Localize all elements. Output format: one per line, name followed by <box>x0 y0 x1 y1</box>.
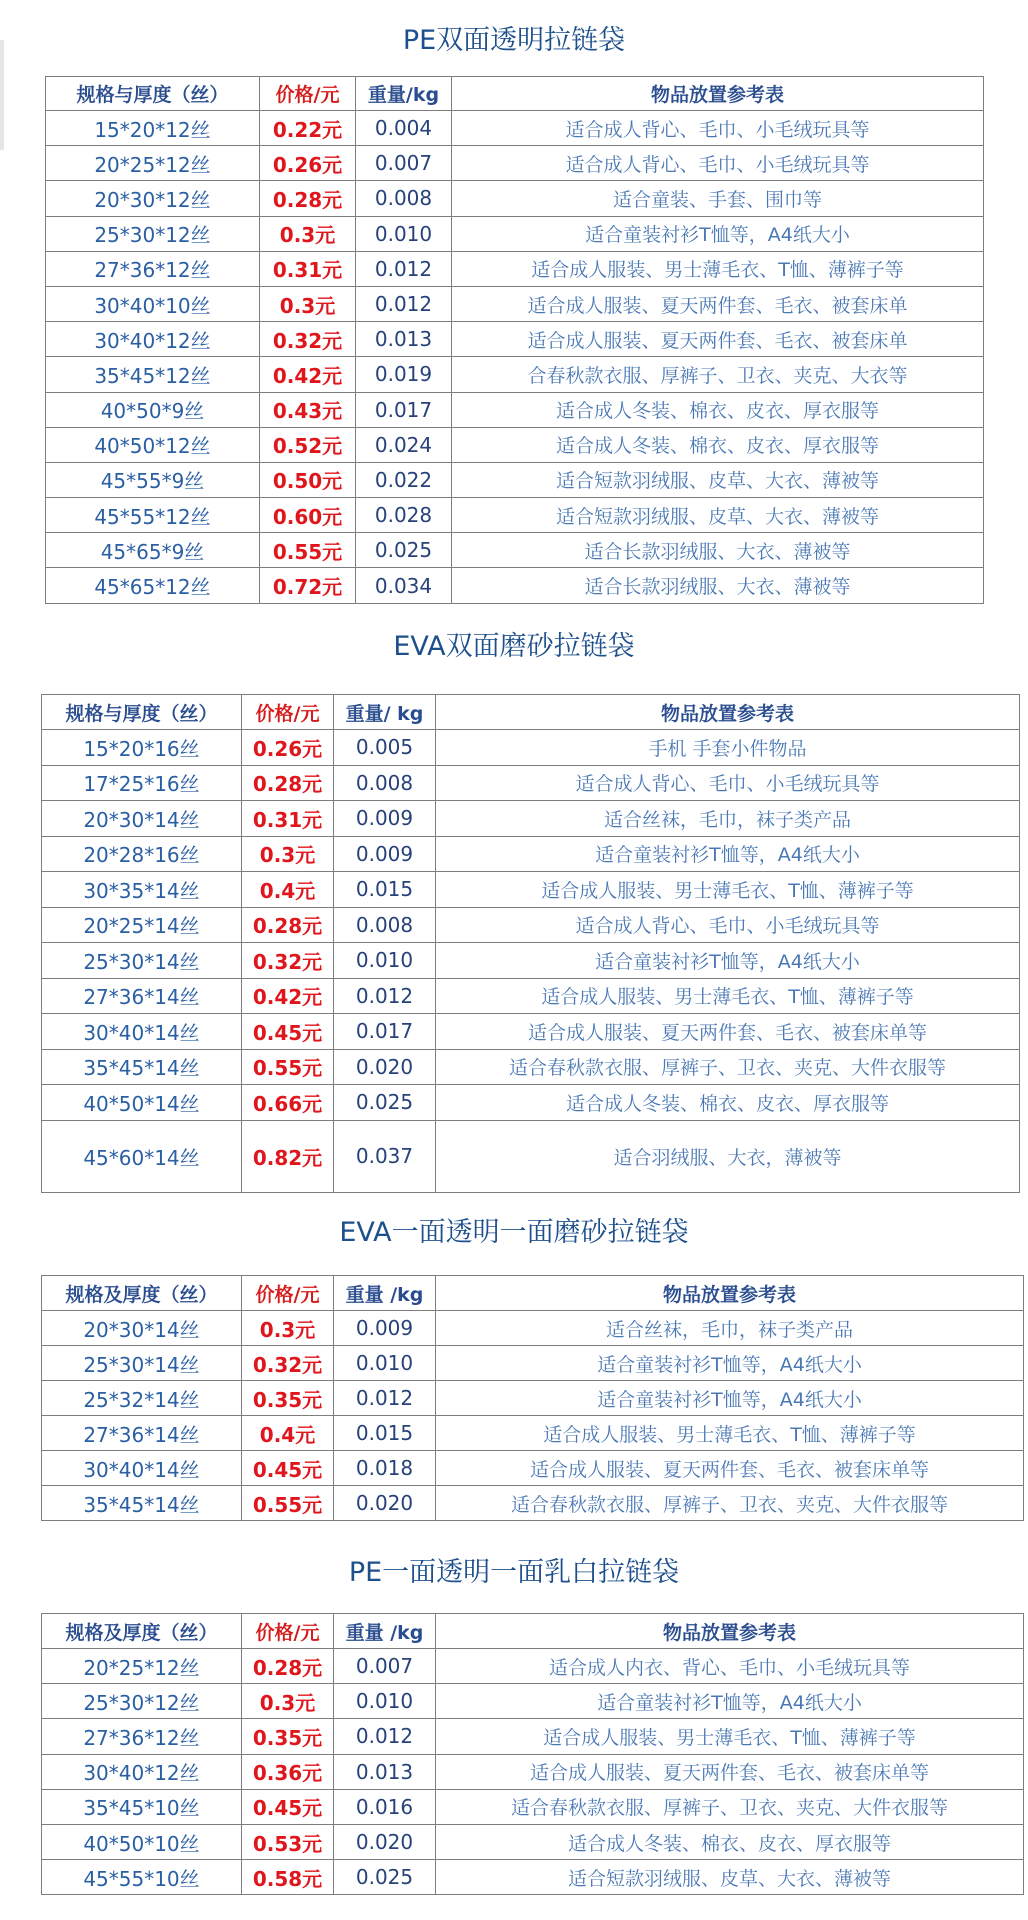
weight-cell: 0.015 <box>334 1416 436 1451</box>
spec-cell: 25*30*14丝 <box>42 943 242 979</box>
spec-cell: 30*40*14丝 <box>42 1451 242 1486</box>
price-cell: 0.28元 <box>260 181 356 216</box>
price-cell: 0.42元 <box>242 978 334 1014</box>
usage-cell: 适合春秋款衣服、厚裤子、卫衣、夹克、大件衣服等 <box>436 1789 1024 1824</box>
usage-cell: 适合成人背心、毛巾、小毛绒玩具等 <box>452 111 984 146</box>
weight-cell: 0.008 <box>334 765 436 801</box>
header-spec: 规格及厚度（丝） <box>42 1614 242 1649</box>
table-row <box>42 872 1020 908</box>
spec-cell: 40*50*9丝 <box>46 392 260 427</box>
price-cell: 0.3元 <box>242 836 334 872</box>
spec-cell: 25*32*14丝 <box>42 1381 242 1416</box>
weight-cell: 0.017 <box>356 392 452 427</box>
price-cell: 0.43元 <box>260 392 356 427</box>
usage-cell: 适合童装衬衫T恤等，A4纸大小 <box>436 1684 1024 1719</box>
spec-cell: 27*36*14丝 <box>42 1416 242 1451</box>
weight-cell: 0.025 <box>356 533 452 568</box>
spec-cell: 40*50*14丝 <box>42 1085 242 1121</box>
price-cell: 0.3元 <box>242 1311 334 1346</box>
table-row <box>42 1451 1024 1486</box>
spec-cell: 30*35*14丝 <box>42 872 242 908</box>
spec-cell: 20*30*14丝 <box>42 801 242 837</box>
usage-cell: 适合春秋款衣服、厚裤子、卫衣、夹克、大件衣服等 <box>436 1486 1024 1521</box>
price-cell: 0.26元 <box>242 730 334 766</box>
weight-cell: 0.009 <box>334 836 436 872</box>
weight-cell: 0.004 <box>356 111 452 146</box>
usage-cell: 适合成人服装、夏天两件套、毛衣、被套床单等 <box>436 1754 1024 1789</box>
table-row <box>46 392 984 427</box>
price-cell: 0.45元 <box>242 1789 334 1824</box>
weight-cell: 0.018 <box>334 1451 436 1486</box>
spec-cell: 45*55*9丝 <box>46 462 260 497</box>
weight-cell: 0.013 <box>356 322 452 357</box>
spec-cell: 35*45*10丝 <box>42 1789 242 1824</box>
price-cell: 0.32元 <box>260 322 356 357</box>
spec-cell: 45*60*14丝 <box>42 1120 242 1192</box>
spec-cell: 20*28*16丝 <box>42 836 242 872</box>
spec-cell: 15*20*12丝 <box>46 111 260 146</box>
weight-cell: 0.025 <box>334 1860 436 1895</box>
spec-cell: 20*25*12丝 <box>46 146 260 181</box>
table-row <box>42 836 1020 872</box>
spec-cell: 15*20*16丝 <box>42 730 242 766</box>
usage-cell: 适合成人服装、男士薄毛衣、T恤、薄裤子等 <box>436 872 1020 908</box>
price-table <box>45 76 984 604</box>
header-weight: 重量/kg <box>356 77 452 111</box>
table-header-row <box>42 1276 1024 1311</box>
table-row <box>42 1311 1024 1346</box>
table-row <box>46 498 984 533</box>
weight-cell: 0.012 <box>334 1719 436 1754</box>
weight-cell: 0.025 <box>334 1085 436 1121</box>
spec-cell: 20*30*12丝 <box>46 181 260 216</box>
spec-cell: 20*25*14丝 <box>42 907 242 943</box>
header-spec: 规格与厚度（丝） <box>42 695 242 730</box>
weight-cell: 0.009 <box>334 801 436 837</box>
weight-cell: 0.012 <box>356 286 452 321</box>
table-header-row <box>42 1614 1024 1649</box>
usage-cell: 适合成人服装、男士薄毛衣、T恤、薄裤子等 <box>436 1719 1024 1754</box>
table-row <box>42 1719 1024 1754</box>
section-title: PE一面透明一面乳白拉链袋 <box>348 1557 680 1588</box>
header-usage: 物品放置参考表 <box>452 77 984 111</box>
price-cell: 0.58元 <box>242 1860 334 1895</box>
usage-cell: 适合童装衬衫T恤等，A4纸大小 <box>452 216 984 251</box>
usage-cell: 适合成人背心、毛巾、小毛绒玩具等 <box>452 146 984 181</box>
price-cell: 0.32元 <box>242 943 334 979</box>
usage-cell: 适合丝袜，毛巾，袜子类产品 <box>436 1311 1024 1346</box>
price-cell: 0.31元 <box>260 251 356 286</box>
table-row <box>42 1649 1024 1684</box>
weight-cell: 0.010 <box>334 1684 436 1719</box>
table-row <box>46 533 984 568</box>
weight-cell: 0.010 <box>334 1346 436 1381</box>
usage-cell: 适合成人服装、男士薄毛衣、T恤、薄裤子等 <box>436 978 1020 1014</box>
usage-cell: 适合羽绒服、大衣，薄被等 <box>436 1120 1020 1192</box>
price-cell: 0.66元 <box>242 1085 334 1121</box>
price-cell: 0.28元 <box>242 765 334 801</box>
usage-cell: 适合成人服装、夏天两件套、毛衣、被套床单 <box>452 322 984 357</box>
weight-cell: 0.017 <box>334 1014 436 1050</box>
weight-cell: 0.010 <box>356 216 452 251</box>
weight-cell: 0.007 <box>334 1649 436 1684</box>
table-row <box>46 216 984 251</box>
price-cell: 0.52元 <box>260 427 356 462</box>
table-row <box>42 1014 1020 1050</box>
spec-cell: 40*50*12丝 <box>46 427 260 462</box>
price-cell: 0.82元 <box>242 1120 334 1192</box>
header-weight: 重量/ kg <box>334 695 436 730</box>
weight-cell: 0.028 <box>356 498 452 533</box>
table-row <box>42 1754 1024 1789</box>
table-row <box>42 1824 1024 1859</box>
usage-cell: 适合成人背心、毛巾、小毛绒玩具等 <box>436 907 1020 943</box>
weight-cell: 0.022 <box>356 462 452 497</box>
header-price: 价格/元 <box>242 1614 334 1649</box>
usage-cell: 适合成人冬装、棉衣、皮衣、厚衣服等 <box>452 392 984 427</box>
table-row <box>42 978 1020 1014</box>
table-row <box>42 1416 1024 1451</box>
weight-cell: 0.024 <box>356 427 452 462</box>
weight-cell: 0.007 <box>356 146 452 181</box>
price-cell: 0.55元 <box>260 533 356 568</box>
usage-cell: 适合成人服装、夏天两件套、毛衣、被套床单等 <box>436 1451 1024 1486</box>
price-table <box>41 694 1020 1193</box>
spec-cell: 20*25*12丝 <box>42 1649 242 1684</box>
weight-cell: 0.020 <box>334 1824 436 1859</box>
table-row <box>42 1486 1024 1521</box>
price-cell: 0.55元 <box>242 1486 334 1521</box>
header-spec: 规格及厚度（丝） <box>42 1276 242 1311</box>
table-row <box>46 251 984 286</box>
price-cell: 0.31元 <box>242 801 334 837</box>
price-cell: 0.55元 <box>242 1049 334 1085</box>
spec-cell: 45*65*9丝 <box>46 533 260 568</box>
usage-cell: 适合短款羽绒服、皮草、大衣、薄被等 <box>452 498 984 533</box>
weight-cell: 0.020 <box>334 1049 436 1085</box>
spec-cell: 25*30*12丝 <box>46 216 260 251</box>
weight-cell: 0.012 <box>356 251 452 286</box>
spec-cell: 17*25*16丝 <box>42 765 242 801</box>
section-title: EVA一面透明一面磨砂拉链袋 <box>339 1217 689 1248</box>
usage-cell: 适合成人服装、男士薄毛衣、T恤、薄裤子等 <box>452 251 984 286</box>
spec-cell: 45*55*10丝 <box>42 1860 242 1895</box>
table-row <box>46 357 984 392</box>
spec-cell: 40*50*10丝 <box>42 1824 242 1859</box>
price-cell: 0.26元 <box>260 146 356 181</box>
price-cell: 0.50元 <box>260 462 356 497</box>
spec-cell: 25*30*14丝 <box>42 1346 242 1381</box>
usage-cell: 适合丝袜，毛巾，袜子类产品 <box>436 801 1020 837</box>
table-row <box>42 1085 1020 1121</box>
spec-cell: 30*40*10丝 <box>46 286 260 321</box>
table-row <box>46 462 984 497</box>
price-table <box>41 1275 1024 1521</box>
spec-cell: 30*40*14丝 <box>42 1014 242 1050</box>
header-price: 价格/元 <box>242 695 334 730</box>
usage-cell: 合春秋款衣服、厚裤子、卫衣、夹克、大衣等 <box>452 357 984 392</box>
weight-cell: 0.008 <box>334 907 436 943</box>
header-usage: 物品放置参考表 <box>436 1276 1024 1311</box>
usage-cell: 适合短款羽绒服、皮草、大衣、薄被等 <box>452 462 984 497</box>
weight-cell: 0.005 <box>334 730 436 766</box>
price-cell: 0.36元 <box>242 1754 334 1789</box>
usage-cell: 适合成人冬装、棉衣、皮衣、厚衣服等 <box>436 1824 1024 1859</box>
usage-cell: 适合成人服装、男士薄毛衣、T恤、薄裤子等 <box>436 1416 1024 1451</box>
table-row <box>42 765 1020 801</box>
price-cell: 0.45元 <box>242 1014 334 1050</box>
usage-cell: 适合成人冬装、棉衣、皮衣、厚衣服等 <box>436 1085 1020 1121</box>
price-cell: 0.3元 <box>260 216 356 251</box>
table-row <box>42 730 1020 766</box>
table-header-row <box>46 77 984 111</box>
table-row <box>42 1120 1020 1192</box>
spec-cell: 30*40*12丝 <box>46 322 260 357</box>
table-row <box>42 907 1020 943</box>
section-title: EVA双面磨砂拉链袋 <box>393 631 635 662</box>
usage-cell: 适合春秋款衣服、厚裤子、卫衣、夹克、大件衣服等 <box>436 1049 1020 1085</box>
header-price: 价格/元 <box>260 77 356 111</box>
price-cell: 0.3元 <box>242 1684 334 1719</box>
weight-cell: 0.012 <box>334 1381 436 1416</box>
spec-cell: 45*65*12丝 <box>46 568 260 603</box>
spec-cell: 30*40*12丝 <box>42 1754 242 1789</box>
price-cell: 0.28元 <box>242 1649 334 1684</box>
price-cell: 0.35元 <box>242 1719 334 1754</box>
table-row <box>42 1684 1024 1719</box>
usage-cell: 适合长款羽绒服、大衣、薄被等 <box>452 533 984 568</box>
usage-cell: 适合童装衬衫T恤等，A4纸大小 <box>436 836 1020 872</box>
price-table <box>41 1613 1024 1895</box>
header-usage: 物品放置参考表 <box>436 695 1020 730</box>
header-weight: 重量 /kg <box>334 1276 436 1311</box>
usage-cell: 适合短款羽绒服、皮草、大衣、薄被等 <box>436 1860 1024 1895</box>
price-cell: 0.3元 <box>260 286 356 321</box>
spec-cell: 27*36*14丝 <box>42 978 242 1014</box>
price-cell: 0.53元 <box>242 1824 334 1859</box>
spec-cell: 20*30*14丝 <box>42 1311 242 1346</box>
price-cell: 0.72元 <box>260 568 356 603</box>
weight-cell: 0.009 <box>334 1311 436 1346</box>
table-row <box>42 801 1020 837</box>
usage-cell: 适合童装衬衫T恤等，A4纸大小 <box>436 943 1020 979</box>
table-row <box>46 322 984 357</box>
spec-cell: 27*36*12丝 <box>46 251 260 286</box>
weight-cell: 0.013 <box>334 1754 436 1789</box>
weight-cell: 0.020 <box>334 1486 436 1521</box>
table-row <box>46 146 984 181</box>
spec-cell: 35*45*14丝 <box>42 1049 242 1085</box>
spec-cell: 45*55*12丝 <box>46 498 260 533</box>
weight-cell: 0.012 <box>334 978 436 1014</box>
usage-cell: 适合童装、手套、围巾等 <box>452 181 984 216</box>
weight-cell: 0.010 <box>334 943 436 979</box>
usage-cell: 适合长款羽绒服、大衣、薄被等 <box>452 568 984 603</box>
table-row <box>42 1346 1024 1381</box>
price-cell: 0.60元 <box>260 498 356 533</box>
weight-cell: 0.037 <box>334 1120 436 1192</box>
section-title: PE双面透明拉链袋 <box>402 25 626 56</box>
usage-cell: 适合成人冬装、棉衣、皮衣、厚衣服等 <box>452 427 984 462</box>
header-price: 价格/元 <box>242 1276 334 1311</box>
header-spec: 规格与厚度（丝） <box>46 77 260 111</box>
table-row <box>46 568 984 603</box>
usage-cell: 适合成人服装、夏天两件套、毛衣、被套床单 <box>452 286 984 321</box>
price-cell: 0.4元 <box>242 1416 334 1451</box>
table-row <box>46 111 984 146</box>
usage-cell: 适合成人服装、夏天两件套、毛衣、被套床单等 <box>436 1014 1020 1050</box>
usage-cell: 适合童装衬衫T恤等，A4纸大小 <box>436 1346 1024 1381</box>
spec-cell: 27*36*12丝 <box>42 1719 242 1754</box>
table-row <box>46 427 984 462</box>
weight-cell: 0.015 <box>334 872 436 908</box>
table-row <box>42 1789 1024 1824</box>
usage-cell: 适合童装衬衫T恤等，A4纸大小 <box>436 1381 1024 1416</box>
table-row <box>46 286 984 321</box>
spec-cell: 35*45*12丝 <box>46 357 260 392</box>
price-cell: 0.42元 <box>260 357 356 392</box>
price-cell: 0.22元 <box>260 111 356 146</box>
header-usage: 物品放置参考表 <box>436 1614 1024 1649</box>
price-cell: 0.35元 <box>242 1381 334 1416</box>
table-row <box>42 1860 1024 1895</box>
weight-cell: 0.008 <box>356 181 452 216</box>
weight-cell: 0.034 <box>356 568 452 603</box>
usage-cell: 适合成人内衣、背心、毛巾、小毛绒玩具等 <box>436 1649 1024 1684</box>
weight-cell: 0.019 <box>356 357 452 392</box>
usage-cell: 手机 手套小件物品 <box>436 730 1020 766</box>
table-row <box>42 1381 1024 1416</box>
price-cell: 0.45元 <box>242 1451 334 1486</box>
usage-cell: 适合成人背心、毛巾、小毛绒玩具等 <box>436 765 1020 801</box>
price-cell: 0.4元 <box>242 872 334 908</box>
header-weight: 重量 /kg <box>334 1614 436 1649</box>
weight-cell: 0.016 <box>334 1789 436 1824</box>
table-row <box>42 943 1020 979</box>
table-header-row <box>42 695 1020 730</box>
spec-cell: 35*45*14丝 <box>42 1486 242 1521</box>
spec-cell: 25*30*12丝 <box>42 1684 242 1719</box>
price-cell: 0.32元 <box>242 1346 334 1381</box>
price-cell: 0.28元 <box>242 907 334 943</box>
table-row <box>46 181 984 216</box>
table-row <box>42 1049 1020 1085</box>
